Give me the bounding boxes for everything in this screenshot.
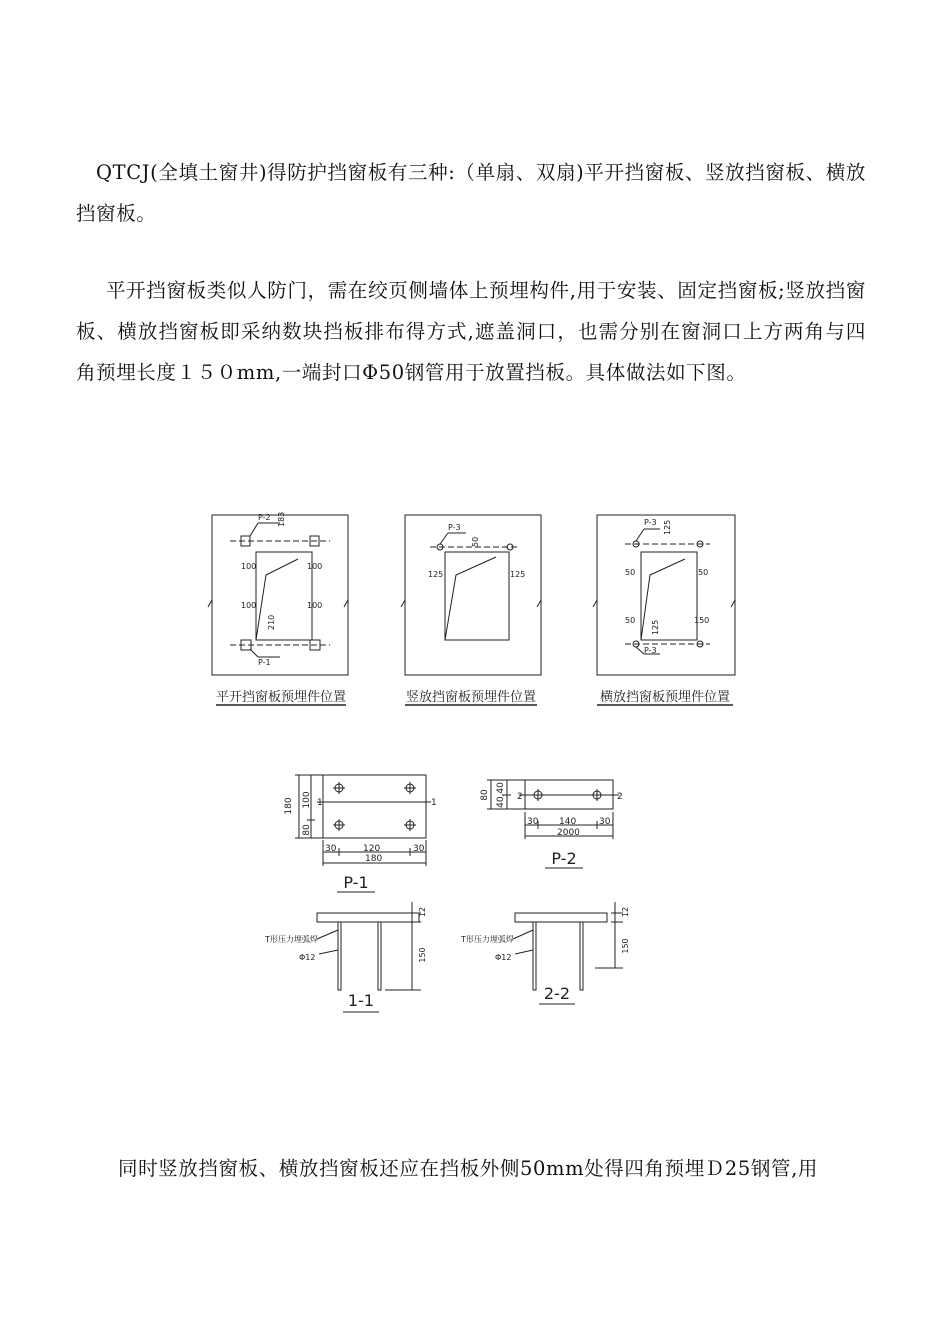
dim-125: 125 — [428, 570, 444, 579]
paragraph-intro: QTCJ(全填土窗井)得防护挡窗板有三种:（单扇、双扇)平开挡窗板、竖放挡窗板、横放挡窗板。 — [76, 161, 866, 225]
panel-edge — [641, 559, 685, 640]
dim-150: 150 — [621, 938, 630, 954]
caption-swing-panel: 平开挡窗板预埋件位置 — [215, 690, 347, 705]
wall-outline — [597, 515, 735, 675]
anchor-rod — [338, 922, 341, 990]
dim-50: 50 — [625, 616, 636, 625]
leader-line — [636, 647, 644, 654]
leader-line — [515, 950, 533, 954]
wall-outline — [212, 515, 348, 675]
leader-line — [319, 950, 338, 954]
diagram-horizontal-panel — [593, 515, 735, 675]
figure-embedded-plate-details — [255, 770, 645, 1015]
label-rod: Φ12 — [495, 953, 512, 962]
dim-30: 30 — [325, 844, 337, 854]
paragraph-method: 平开挡窗板类似人防门，需在绞页侧墙体上预埋构件,用于安装、固定挡窗板;竖放挡窗板、横放挡窗板即采纳数块挡板排布得方式,遮盖洞口，也需分别在窗洞口上方两角与四角预埋长度１５０mm,一端封口Φ50钢管用于放置挡板。具体做法如下图。 — [76, 279, 866, 384]
dim-50: 50 — [625, 568, 636, 577]
label-p2: P-2 — [258, 513, 271, 522]
label-p3: P-3 — [448, 523, 461, 532]
dim-40-40: 40,40 — [496, 782, 506, 808]
caption-horizontal-panel: 横放挡窗板预埋件位置 — [599, 690, 731, 705]
plate-section — [317, 913, 419, 922]
break-mark — [537, 600, 541, 607]
figure-embedded-parts-positions — [200, 505, 745, 720]
dim-150: 150 — [694, 616, 710, 625]
plate-section — [515, 913, 607, 922]
dim-30: 30 — [413, 844, 425, 854]
diagram-swing-panel — [208, 515, 348, 675]
anchor-rod — [580, 922, 583, 990]
label-p1: P-1 — [258, 658, 271, 667]
dim-183: 183 — [277, 511, 286, 527]
title-section-1-1: 1-1 — [347, 991, 375, 1010]
section-mark: 1 — [431, 798, 437, 808]
section-mark: 2 — [517, 792, 523, 802]
dim-100: 100 — [307, 601, 323, 610]
label-weld: T形压力埋弧焊 — [461, 935, 514, 944]
leader-line — [317, 930, 338, 939]
panel-edge — [445, 557, 496, 640]
dim-12: 12 — [621, 906, 630, 918]
dim-50: 50 — [698, 568, 709, 577]
label-weld: T形压力埋弧焊 — [265, 935, 318, 944]
dim-30: 30 — [599, 817, 611, 827]
dim-180: 180 — [284, 797, 294, 815]
section-mark: 1 — [317, 798, 323, 808]
dim-2000: 2000 — [557, 828, 580, 838]
label-rod: Φ12 — [299, 953, 316, 962]
title-section-2-2: 2-2 — [543, 984, 571, 1003]
leader-line — [440, 533, 448, 544]
dim-100: 100 — [302, 791, 312, 809]
break-mark — [344, 600, 348, 607]
dim-180: 180 — [365, 854, 383, 864]
break-mark — [593, 600, 597, 607]
dim-125: 125 — [663, 519, 672, 535]
dim-120: 120 — [363, 844, 381, 854]
break-mark — [401, 600, 405, 607]
dim-80: 80 — [480, 789, 490, 801]
dim-50: 50 — [471, 536, 480, 547]
dim-100: 100 — [307, 562, 323, 571]
dim-100: 100 — [241, 601, 257, 610]
dim-125: 125 — [651, 619, 660, 635]
caption-vertical-panel: 竖放挡窗板预埋件位置 — [405, 690, 537, 705]
leader-line — [250, 649, 258, 657]
label-p3: P-3 — [644, 518, 657, 527]
dim-100: 100 — [241, 562, 257, 571]
anchor-rod — [533, 922, 536, 990]
label-p3: P-3 — [644, 646, 657, 655]
break-mark — [208, 600, 212, 607]
dim-140: 140 — [559, 817, 577, 827]
dim-150: 150 — [418, 947, 427, 963]
title-p2: P-2 — [551, 849, 577, 868]
dim-30: 30 — [527, 817, 539, 827]
panel-edge — [256, 559, 298, 640]
leader-line — [250, 523, 258, 536]
leader-line — [513, 930, 533, 939]
dim-80: 80 — [302, 824, 312, 836]
dim-125: 125 — [510, 570, 526, 579]
paragraph-continuation: 同时竖放挡窗板、横放挡窗板还应在挡板外侧50mm处得四角预埋Ｄ25钢管,用 — [118, 1157, 819, 1180]
leader-line — [636, 529, 644, 541]
anchor-rod — [378, 922, 381, 990]
break-mark — [731, 600, 735, 607]
window-opening — [256, 552, 312, 640]
window-opening — [641, 552, 697, 640]
dim-210: 210 — [267, 614, 276, 630]
section-mark: 2 — [617, 792, 623, 802]
title-p1: P-1 — [343, 873, 369, 892]
dim-12: 12 — [418, 906, 427, 918]
